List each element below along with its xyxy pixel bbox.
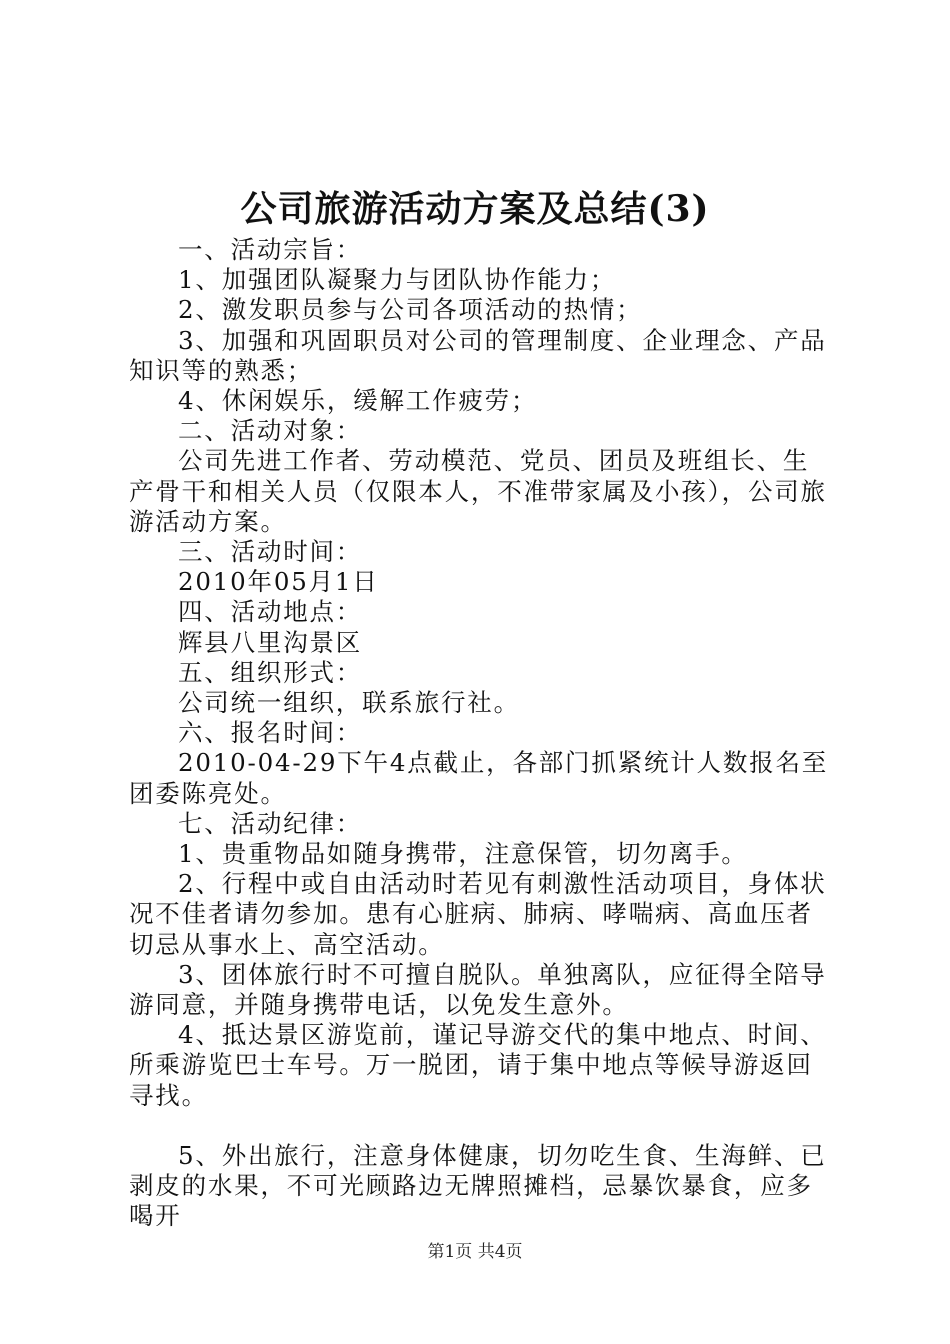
- paragraph: 3、加强和巩固职员对公司的管理制度、企业理念、产品知识等的熟悉；: [129, 325, 827, 385]
- paragraph: 4、休闲娱乐，缓解工作疲劳；: [178, 386, 538, 416]
- paragraph: 1、加强团队凝聚力与团队协作能力；: [178, 265, 617, 295]
- paragraph: 5、外出旅行，注意身体健康，切勿吃生食、生海鲜、已剥皮的水果，不可光顾路边无牌照摊档，忌暴饮暴食，应多喝开: [129, 1140, 827, 1231]
- paragraph-spacer: [129, 1111, 829, 1141]
- section-heading: 七、活动纪律：: [178, 808, 363, 838]
- section-heading: 三、活动时间：: [178, 537, 363, 567]
- paragraph: 2010年05月1日: [178, 567, 379, 597]
- page-number: 第1页 共4页: [427, 1242, 523, 1262]
- paragraph: 公司统一组织，联系旅行社。: [178, 688, 520, 718]
- paragraph: 2、激发职员参与公司各项活动的热情；: [178, 295, 643, 325]
- section-heading: 五、组织形式：: [178, 657, 363, 687]
- paragraph: 辉县八里沟景区: [178, 627, 363, 657]
- paragraph: 公司先进工作者、劳动模范、党员、团员及班组长、生产骨干和相关人员（仅限本人，不准带家属及小孩），公司旅游活动方案。: [129, 446, 827, 536]
- paragraph: 3、团体旅行时不可擅自脱队。单独离队，应征得全陪导游同意，并随身携带电话，以免发生意外。: [129, 959, 827, 1020]
- paragraph: 2、行程中或自由活动时若见有刺激性活动项目，身体状况不佳者请勿参加。患有心脏病、肺病、哮喘病、高血压者切忌从事水上、高空活动。: [129, 869, 827, 959]
- paragraph: 1、贵重物品如随身携带，注意保管，切勿离手。: [178, 839, 748, 869]
- section-heading: 六、报名时间：: [178, 718, 363, 748]
- section-heading: 一、活动宗旨：: [178, 235, 363, 264]
- section-heading: 二、活动对象：: [178, 416, 363, 446]
- section-heading: 四、活动地点：: [178, 597, 363, 627]
- paragraph: 2010-04-29下午4点截止，各部门抓紧统计人数报名至团委陈亮处。: [129, 748, 829, 808]
- document-body: [129, 235, 829, 1232]
- document-title: 公司旅游活动方案及总结(3): [240, 188, 710, 230]
- paragraph: 4、抵达景区游览前，谨记导游交代的集中地点、时间、所乘游览巴士车号。万一脱团，请于集中地点等候导游返回寻找。: [129, 1020, 827, 1110]
